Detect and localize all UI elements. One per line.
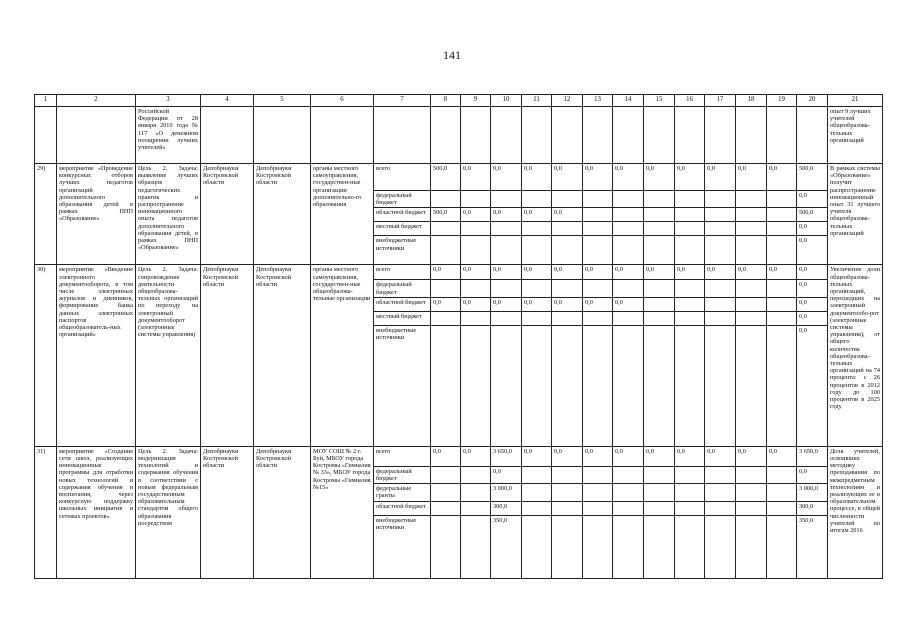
table-cell xyxy=(461,107,491,164)
row-number: 30) xyxy=(35,265,57,446)
responsible-org: Депобрнауки Костромской области xyxy=(201,265,254,446)
funding-value: 0,0 xyxy=(522,164,552,191)
funding-source: внебюджетные источники xyxy=(374,236,431,265)
funding-value xyxy=(705,236,736,265)
funding-value: 0,0 xyxy=(675,265,705,280)
funding-value xyxy=(613,208,644,222)
funding-value: 0,0 xyxy=(797,325,828,446)
funding-value: 0,0 xyxy=(461,265,491,280)
funding-value xyxy=(522,515,552,578)
funding-value: 0,0 xyxy=(736,446,767,466)
funding-value: 0,0 xyxy=(705,446,736,466)
funding-value xyxy=(552,484,583,501)
column-header: 9 xyxy=(461,95,491,107)
funding-value xyxy=(736,484,767,501)
funding-value: 0,0 xyxy=(583,297,613,311)
funding-value xyxy=(552,191,583,208)
funding-value: 0,0 xyxy=(797,466,828,483)
funding-value xyxy=(736,325,767,446)
column-header: 2 xyxy=(57,95,136,107)
funding-value: 0,0 xyxy=(705,265,736,280)
funding-value xyxy=(552,236,583,265)
funding-value: 0,0 xyxy=(613,297,644,311)
funding-value xyxy=(675,515,705,578)
funding-value xyxy=(583,222,613,236)
funding-value: 350,0 xyxy=(797,515,828,578)
table-cell xyxy=(431,107,461,164)
funding-value xyxy=(767,297,797,311)
table-cell xyxy=(736,107,767,164)
funding-source: всего xyxy=(374,265,431,280)
responsible-org: Депобрнауки Костромской области xyxy=(201,164,254,265)
table-cell xyxy=(675,107,705,164)
funding-value xyxy=(491,280,522,297)
funding-value xyxy=(431,191,461,208)
table-cell xyxy=(705,107,736,164)
goal-task: Цель 2. Задача: сопровождение деятельности общеобразова-тельных организаций по переходу на электронный документооборот (электронные системы управления) xyxy=(136,265,201,446)
funding-value: 350,0 xyxy=(491,515,522,578)
funding-value xyxy=(522,311,552,325)
funding-source: местный бюджет xyxy=(374,311,431,325)
table-cell xyxy=(522,107,552,164)
funding-value xyxy=(644,208,675,222)
funding-value xyxy=(736,222,767,236)
funding-value: 500,0 xyxy=(797,164,828,191)
funding-value xyxy=(705,466,736,483)
funding-value xyxy=(552,311,583,325)
funding-value xyxy=(767,501,797,515)
funding-value xyxy=(613,236,644,265)
table-cell xyxy=(374,107,431,164)
funding-value: 0,0 xyxy=(522,297,552,311)
funding-value: 0,0 xyxy=(797,265,828,280)
table-cell xyxy=(613,107,644,164)
funding-value: 0,0 xyxy=(797,311,828,325)
funding-value xyxy=(613,311,644,325)
funding-value xyxy=(767,222,797,236)
funding-value xyxy=(522,466,552,483)
result-cell: опыт 9 лучших учителей общеобразова-тельных организаций xyxy=(828,107,883,164)
funding-value: 0,0 xyxy=(461,208,491,222)
funding-value xyxy=(736,297,767,311)
funding-value xyxy=(613,222,644,236)
funding-source: федеральный бюджет xyxy=(374,466,431,483)
funding-value xyxy=(461,222,491,236)
funding-value xyxy=(461,325,491,446)
header-row xyxy=(35,95,883,107)
funding-value: 0,0 xyxy=(736,265,767,280)
coexecutor-org: Депобрнауки Костромской области xyxy=(254,265,311,446)
funding-value xyxy=(431,466,461,483)
column-header: 13 xyxy=(583,95,613,107)
funding-value: 0,0 xyxy=(552,208,583,222)
funding-value xyxy=(736,515,767,578)
funding-value xyxy=(644,501,675,515)
funding-value: 0,0 xyxy=(797,191,828,208)
expected-result: В рамках системы «Образование» получит распространение инновационный опыт 31 лучшего учителя общеобразова-тельных организаций xyxy=(828,164,883,265)
funding-value xyxy=(431,222,461,236)
funding-value xyxy=(613,515,644,578)
row-number: 31) xyxy=(35,446,57,578)
expected-result: Увеличение доли общеобразова-тельных организаций, перешедших на электронный документообо-рот (электронные системы управления), от общего количества общеобразова-тельных организаций на 74 процента: с 26 процентов в 2012 году до 100 процентов в 2025 году xyxy=(828,265,883,446)
funding-value xyxy=(644,191,675,208)
column-header: 14 xyxy=(613,95,644,107)
funding-value xyxy=(522,222,552,236)
funding-value xyxy=(644,484,675,501)
funding-value xyxy=(767,466,797,483)
funding-value xyxy=(644,222,675,236)
funding-value xyxy=(613,280,644,297)
table-cell xyxy=(57,107,136,164)
funding-value xyxy=(767,280,797,297)
funding-value xyxy=(583,515,613,578)
funding-value xyxy=(675,191,705,208)
funding-value xyxy=(675,311,705,325)
funding-value: 0,0 xyxy=(613,446,644,466)
funding-source: внебюджетные источники xyxy=(374,325,431,446)
funding-value: 0,0 xyxy=(552,297,583,311)
table-row xyxy=(35,164,883,191)
funding-value xyxy=(461,236,491,265)
funding-value: 500,0 xyxy=(797,208,828,222)
column-header: 5 xyxy=(254,95,311,107)
column-header: 4 xyxy=(201,95,254,107)
activity-name: мероприятие «Создание сети школ, реализующих инновационные программы для отработки новых технологий и содержания обучения и воспитания, через конкурсную поддержку школьных инициатив и сетевых проектов» xyxy=(57,446,136,578)
funding-value xyxy=(431,311,461,325)
funding-source: федеральный бюджет xyxy=(374,191,431,208)
funding-value xyxy=(522,191,552,208)
funding-value xyxy=(522,484,552,501)
funding-value: 0,0 xyxy=(705,164,736,191)
funding-value xyxy=(583,484,613,501)
funding-value xyxy=(675,208,705,222)
table-cell xyxy=(311,107,374,164)
coexecutor-org: Депобрнауки Костромской области xyxy=(254,164,311,265)
column-header: 15 xyxy=(644,95,675,107)
funding-value: 0,0 xyxy=(736,164,767,191)
table-cell xyxy=(583,107,613,164)
executor-org: МОУ СОШ № 2 г. Буй, МБОУ города Костромы «Гимназия № 33», МБОУ города Костромы «Гимназия №15» xyxy=(311,446,374,578)
column-header: 19 xyxy=(767,95,797,107)
funding-value: 0,0 xyxy=(644,265,675,280)
funding-value xyxy=(613,466,644,483)
funding-value: 0,0 xyxy=(583,265,613,280)
funding-value xyxy=(705,325,736,446)
funding-value xyxy=(461,515,491,578)
funding-value: 0,0 xyxy=(491,208,522,222)
funding-value xyxy=(583,208,613,222)
funding-value xyxy=(461,501,491,515)
funding-value: 0,0 xyxy=(644,164,675,191)
table-cell xyxy=(35,107,57,164)
funding-source: областной бюджет xyxy=(374,208,431,222)
funding-value xyxy=(431,280,461,297)
funding-value xyxy=(583,191,613,208)
funding-value: 0,0 xyxy=(767,164,797,191)
funding-value xyxy=(552,325,583,446)
funding-value: 500,0 xyxy=(431,164,461,191)
funding-value xyxy=(552,515,583,578)
funding-value xyxy=(491,325,522,446)
funding-value xyxy=(644,280,675,297)
funding-value xyxy=(613,191,644,208)
column-header: 18 xyxy=(736,95,767,107)
row-number: 29) xyxy=(35,164,57,265)
funding-value xyxy=(705,311,736,325)
funding-value xyxy=(552,222,583,236)
funding-value xyxy=(705,515,736,578)
column-header: 6 xyxy=(311,95,374,107)
funding-value xyxy=(522,280,552,297)
funding-value xyxy=(736,466,767,483)
funding-value xyxy=(767,191,797,208)
funding-value: 3 650,0 xyxy=(491,446,522,466)
funding-value: 0,0 xyxy=(491,164,522,191)
column-header: 21 xyxy=(828,95,883,107)
funding-value xyxy=(613,325,644,446)
funding-value: 0,0 xyxy=(583,164,613,191)
continuation-row xyxy=(35,107,883,164)
funding-value: 0,0 xyxy=(767,265,797,280)
funding-value: 0,0 xyxy=(491,466,522,483)
funding-value xyxy=(613,501,644,515)
funding-source: внебюджетные источники xyxy=(374,515,431,578)
funding-value xyxy=(736,311,767,325)
funding-value: 300,0 xyxy=(491,501,522,515)
activity-name: мероприятие «Введение электронного документооборота, в том числе электронных журналов и дневников, формирование банка данных электронных паспортов общеобразователь-ных организаций» xyxy=(57,265,136,446)
activity-name: мероприятие «Проведение конкурсных отборов лучших педагогов организаций дополнительного образования детей в рамках ПНП «Образование» xyxy=(57,164,136,265)
executor-org: органы местного самоуправления, государствен-ные организации дополнительно-го образования xyxy=(311,164,374,265)
funding-value xyxy=(583,236,613,265)
funding-value xyxy=(705,297,736,311)
funding-value xyxy=(431,515,461,578)
funding-value xyxy=(522,325,552,446)
funding-value xyxy=(552,280,583,297)
funding-value: 0,0 xyxy=(461,164,491,191)
funding-value: 500,0 xyxy=(431,208,461,222)
funding-value xyxy=(736,208,767,222)
expected-result: Доля учителей, освоивших методику преподавания по межпредметным технологиям и реализующих ее в образовательном процессе, в общей численности учителей по итогам 2016 xyxy=(828,446,883,578)
funding-value: 0,0 xyxy=(431,297,461,311)
funding-value xyxy=(431,501,461,515)
funding-value: 0,0 xyxy=(552,164,583,191)
funding-value: 0,0 xyxy=(491,297,522,311)
goal-task: Цель 2. Задача: выявление лучших образцов педагогических практик и распространение инновационного опыта педагогов дополнительного образования детей, в рамках ПНП «Образование» xyxy=(136,164,201,265)
funding-value xyxy=(491,311,522,325)
funding-value xyxy=(522,501,552,515)
funding-value xyxy=(767,484,797,501)
funding-value: 3 000,0 xyxy=(491,484,522,501)
funding-value: 0,0 xyxy=(491,265,522,280)
funding-value: 0,0 xyxy=(675,164,705,191)
funding-value xyxy=(767,236,797,265)
funding-value: 0,0 xyxy=(552,265,583,280)
funding-value xyxy=(644,236,675,265)
funding-value: 0,0 xyxy=(461,297,491,311)
funding-value xyxy=(675,484,705,501)
funding-value: 0,0 xyxy=(613,164,644,191)
program-table xyxy=(34,94,883,579)
funding-value xyxy=(613,484,644,501)
funding-value xyxy=(431,325,461,446)
responsible-org: Депобрнауки Костромской области xyxy=(201,446,254,578)
funding-value xyxy=(431,484,461,501)
funding-source: областной бюджет xyxy=(374,297,431,311)
funding-value xyxy=(491,191,522,208)
funding-value: 3 000,0 xyxy=(797,484,828,501)
funding-value: 0,0 xyxy=(613,265,644,280)
column-header: 8 xyxy=(431,95,461,107)
funding-value: 0,0 xyxy=(522,208,552,222)
funding-value xyxy=(675,325,705,446)
funding-value: 0,0 xyxy=(767,446,797,466)
funding-value xyxy=(675,466,705,483)
table-cell xyxy=(552,107,583,164)
table-row xyxy=(35,265,883,280)
funding-value: 0,0 xyxy=(797,236,828,265)
funding-value xyxy=(461,191,491,208)
funding-source: областной бюджет xyxy=(374,501,431,515)
funding-value xyxy=(705,484,736,501)
funding-value xyxy=(675,280,705,297)
funding-value xyxy=(767,208,797,222)
funding-value xyxy=(644,325,675,446)
funding-value: 0,0 xyxy=(431,446,461,466)
funding-value xyxy=(522,236,552,265)
funding-value xyxy=(644,311,675,325)
funding-value: 300,0 xyxy=(797,501,828,515)
funding-value xyxy=(491,236,522,265)
funding-value xyxy=(736,191,767,208)
funding-value xyxy=(644,297,675,311)
funding-value xyxy=(491,222,522,236)
funding-value: 0,0 xyxy=(461,446,491,466)
page-number: 141 xyxy=(443,48,461,62)
funding-value xyxy=(552,501,583,515)
funding-source: всего xyxy=(374,164,431,191)
coexecutor-org: Депобрнауки Костромской области xyxy=(254,446,311,578)
goal-task: Цель 2. Задача: модернизация технологий и содержания обучения в соответствии с новым федеральным государственным образовательным стандартом общего образования посредством xyxy=(136,446,201,578)
funding-value xyxy=(767,325,797,446)
funding-value: 3 650,0 xyxy=(797,446,828,466)
funding-value: 0,0 xyxy=(675,446,705,466)
table-cell xyxy=(254,107,311,164)
funding-value xyxy=(552,466,583,483)
funding-value xyxy=(767,515,797,578)
funding-value xyxy=(461,280,491,297)
funding-value: 0,0 xyxy=(797,222,828,236)
executor-org: органы местного самоуправления, государствен-ные общеобразова-тельные организации xyxy=(311,265,374,446)
funding-source: всего xyxy=(374,446,431,466)
funding-value xyxy=(675,236,705,265)
funding-value xyxy=(736,236,767,265)
table-cell xyxy=(797,107,828,164)
column-header: 7 xyxy=(374,95,431,107)
funding-value: 0,0 xyxy=(797,280,828,297)
funding-value: 0,0 xyxy=(644,446,675,466)
funding-value: 0,0 xyxy=(797,297,828,311)
column-header: 11 xyxy=(522,95,552,107)
funding-value xyxy=(461,466,491,483)
funding-value xyxy=(705,191,736,208)
funding-value xyxy=(583,501,613,515)
table-cell xyxy=(491,107,522,164)
funding-source: федеральные гранты xyxy=(374,484,431,501)
funding-value xyxy=(583,280,613,297)
funding-value: 0,0 xyxy=(522,446,552,466)
funding-value xyxy=(736,280,767,297)
funding-value xyxy=(705,222,736,236)
column-header: 16 xyxy=(675,95,705,107)
funding-value xyxy=(461,484,491,501)
column-header: 3 xyxy=(136,95,201,107)
funding-value xyxy=(675,222,705,236)
funding-value xyxy=(705,208,736,222)
column-header: 20 xyxy=(797,95,828,107)
funding-value xyxy=(644,466,675,483)
column-header: 10 xyxy=(491,95,522,107)
funding-value xyxy=(644,515,675,578)
column-header: 17 xyxy=(705,95,736,107)
column-header: 12 xyxy=(552,95,583,107)
funding-source: местный бюджет xyxy=(374,222,431,236)
funding-value: 0,0 xyxy=(552,446,583,466)
funding-value xyxy=(675,297,705,311)
funding-value xyxy=(767,311,797,325)
table-row xyxy=(35,446,883,466)
funding-value: 0,0 xyxy=(431,265,461,280)
table-cell xyxy=(201,107,254,164)
basis-cell: Российской Федерации от 28 января 2010 года № 117 «О денежном поощрении лучших учителей» xyxy=(136,107,201,164)
funding-value xyxy=(583,311,613,325)
table-cell xyxy=(767,107,797,164)
funding-value xyxy=(736,501,767,515)
funding-value: 0,0 xyxy=(583,446,613,466)
funding-value xyxy=(705,501,736,515)
funding-value xyxy=(583,325,613,446)
column-header: 1 xyxy=(35,95,57,107)
funding-value xyxy=(583,466,613,483)
table-cell xyxy=(644,107,675,164)
funding-value xyxy=(461,311,491,325)
funding-source: федеральный бюджет xyxy=(374,280,431,297)
funding-value xyxy=(431,236,461,265)
funding-value: 0,0 xyxy=(522,265,552,280)
funding-value xyxy=(705,280,736,297)
funding-value xyxy=(675,501,705,515)
